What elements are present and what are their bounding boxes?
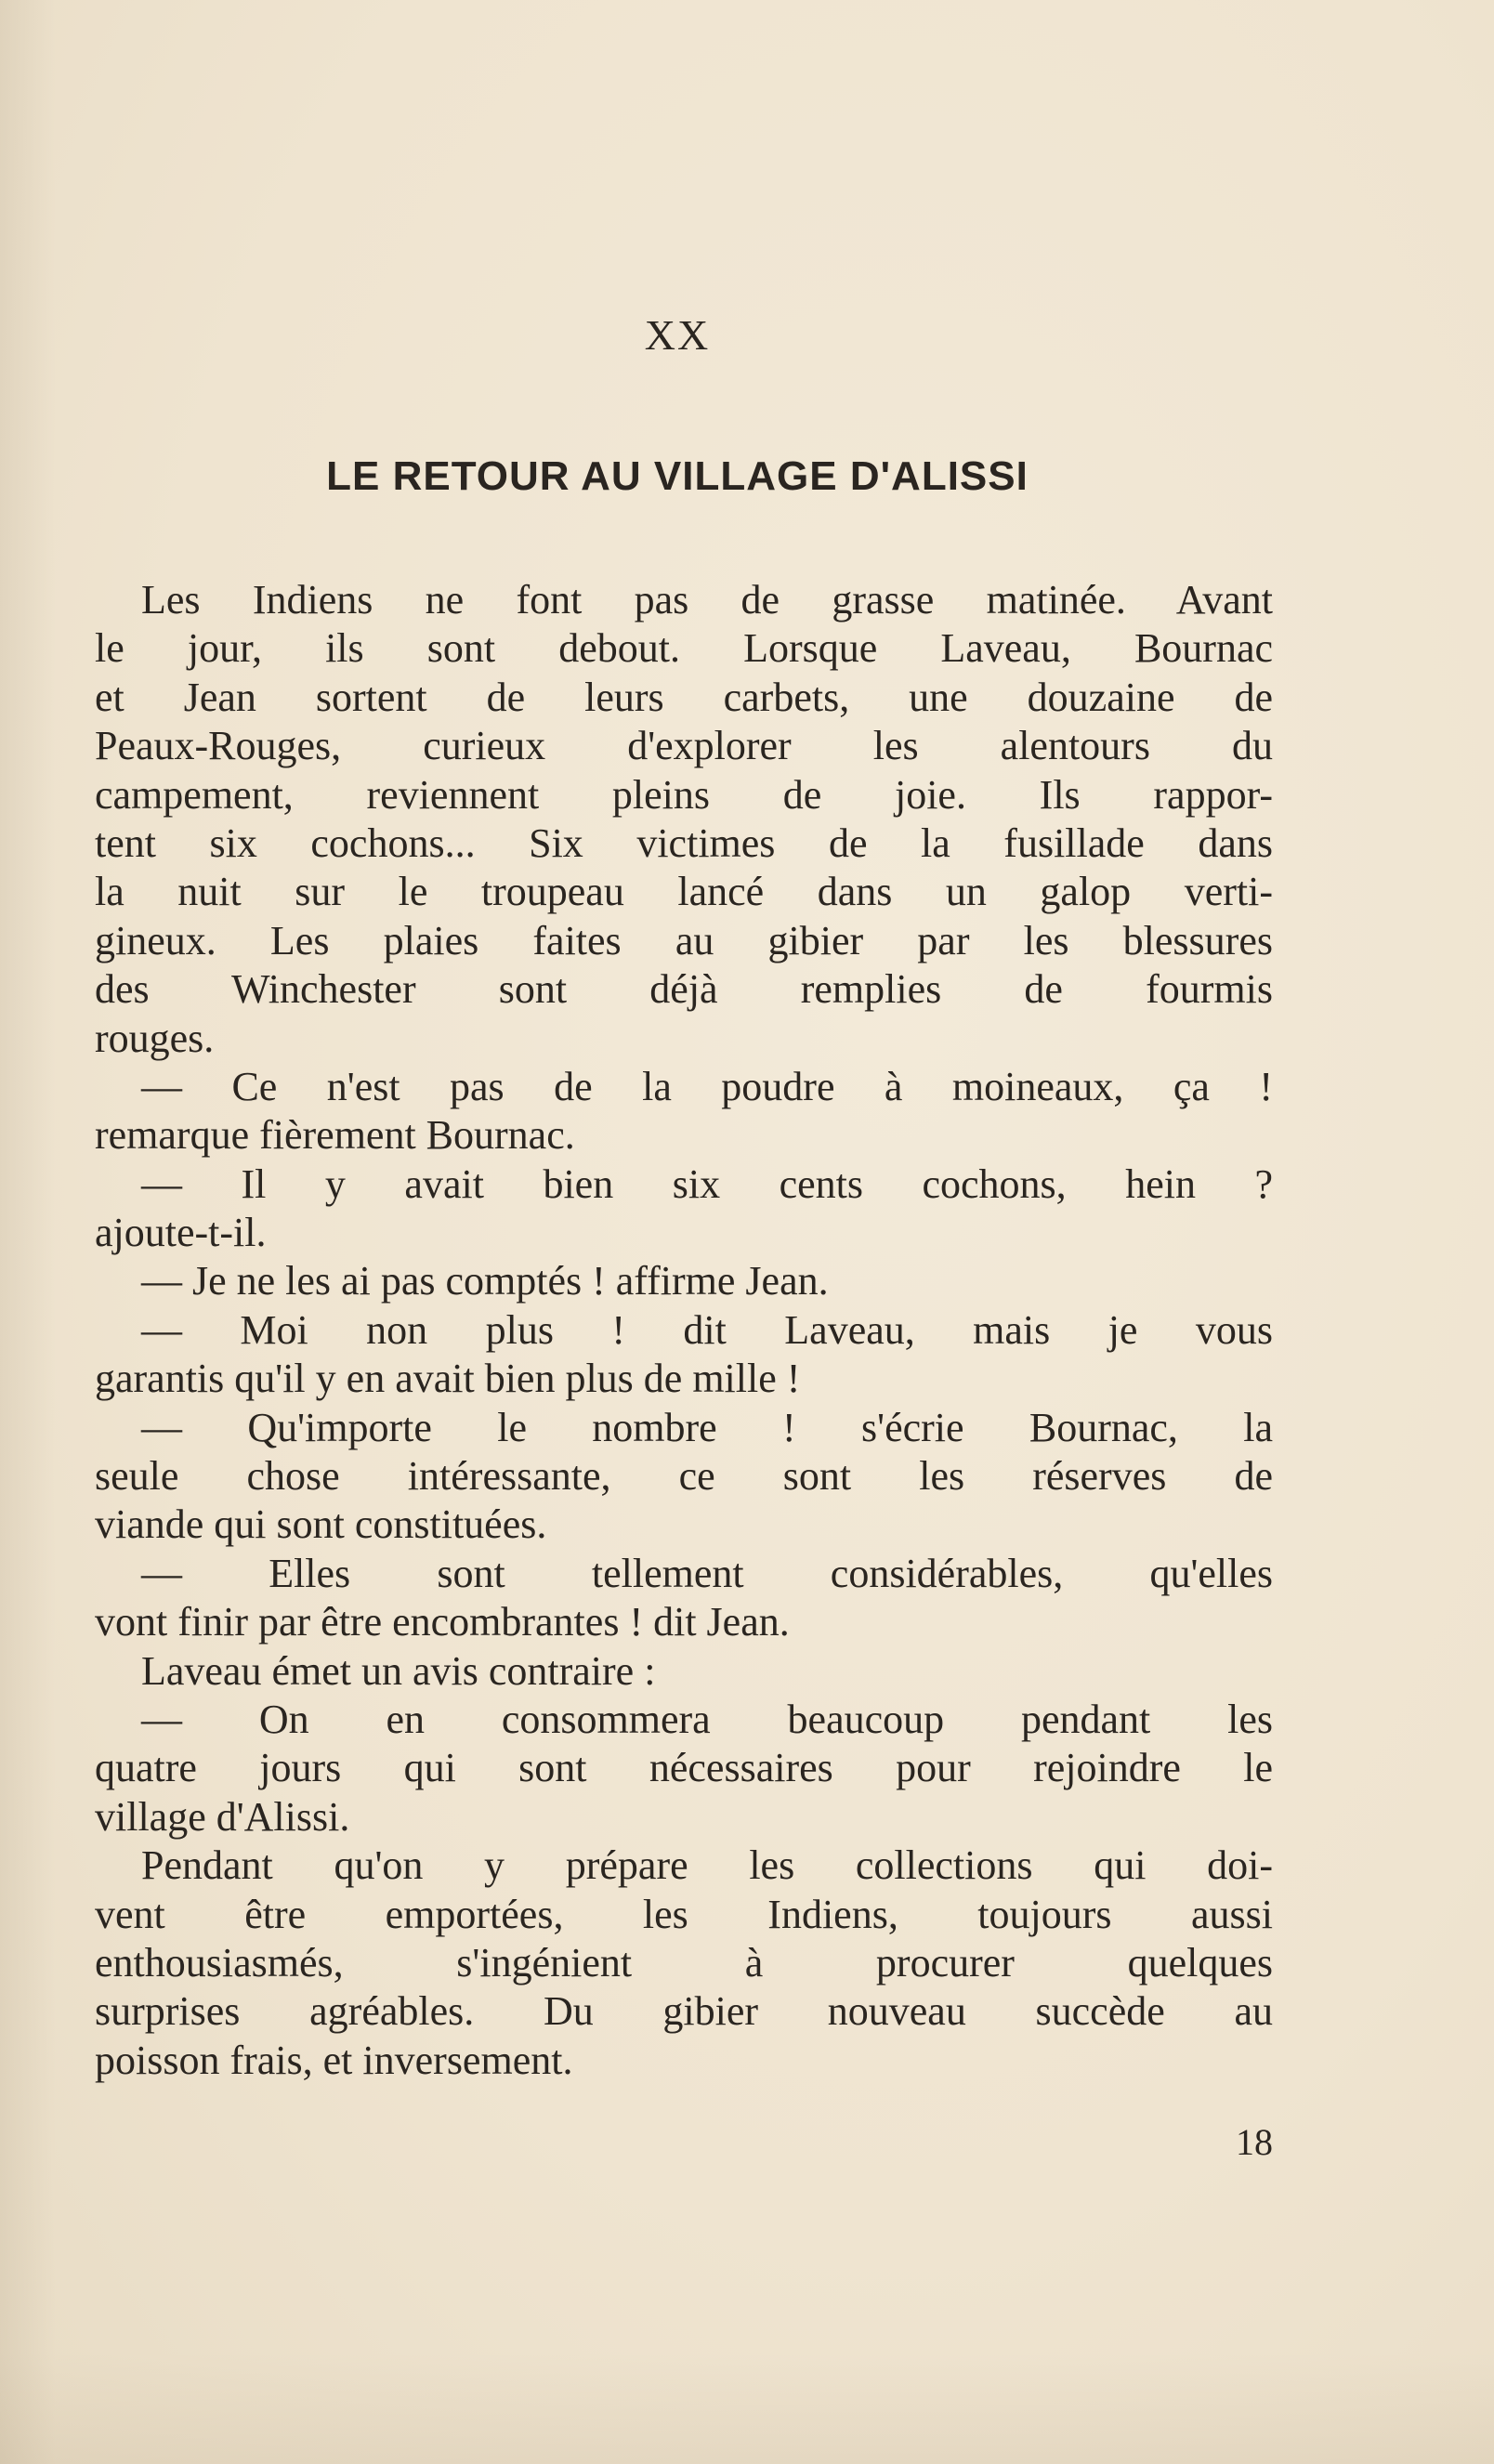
- chapter-title: LE RETOUR AU VILLAGE D'ALISSI: [326, 453, 1029, 499]
- text-line: — Qu'importe le nombre ! s'écrie Bournac, la: [141, 1404, 1273, 1450]
- text-line: tent six cochons... Six victimes de la fusillade dans: [95, 819, 1273, 866]
- text-line: poisson frais, et inversement.: [95, 2037, 573, 2083]
- text-line: — On en consommera beaucoup pendant les: [141, 1696, 1273, 1742]
- text-line: quatre jours qui sont nécessaires pour rejoindre le: [95, 1745, 1273, 1791]
- text-line: Peaux-Rouges, curieux d'explorer les alentours du: [95, 723, 1273, 769]
- text-line: Laveau émet un avis contraire :: [141, 1647, 656, 1694]
- body-text: [95, 576, 1273, 2085]
- page-number: 18: [1236, 2121, 1273, 2163]
- text-line: rouges.: [95, 1015, 215, 1061]
- text-line: enthousiasmés, s'ingénient à procurer quelques: [95, 1939, 1273, 1986]
- text-line: remarque fièrement Bournac.: [95, 1112, 575, 1159]
- text-line: — Il y avait bien six cents cochons, hein ?: [141, 1160, 1273, 1207]
- text-line: — Ce n'est pas de la poudre à moineaux, ça !: [141, 1063, 1273, 1109]
- text-line: — Je ne les ai pas comptés ! affirme Jean.: [141, 1258, 829, 1304]
- text-line: vont finir par être encombrantes ! dit Jean.: [95, 1599, 790, 1645]
- text-line: Pendant qu'on y prépare les collections qui doi-: [141, 1842, 1273, 1889]
- text-line: des Winchester sont déjà remplies de fourmis: [95, 966, 1273, 1013]
- text-line: et Jean sortent de leurs carbets, une douzaine de: [95, 674, 1273, 720]
- text-line: campement, reviennent pleins de joie. Ils rappor-: [95, 771, 1273, 818]
- text-line: le jour, ils sont debout. Lorsque Laveau, Bournac: [95, 625, 1273, 672]
- text-line: la nuit sur le troupeau lancé dans un galop verti-: [95, 869, 1273, 915]
- text-line: ajoute-t-il.: [95, 1210, 267, 1256]
- text-line: viande qui sont constituées.: [95, 1501, 547, 1548]
- text-line: gineux. Les plaies faites au gibier par les blessures: [95, 917, 1273, 963]
- text-line: vent être emportées, les Indiens, toujours aussi: [95, 1891, 1273, 1937]
- text-line: — Elles sont tellement considérables, qu'elles: [141, 1550, 1273, 1596]
- text-line: garantis qu'il y en avait bien plus de mille !: [95, 1356, 801, 1402]
- text-line: Les Indiens ne font pas de grasse matinée. Avant: [141, 577, 1273, 623]
- text-line: village d'Alissi.: [95, 1793, 350, 1840]
- chapter-number: XX: [644, 311, 711, 359]
- text-line: — Moi non plus ! dit Laveau, mais je vous: [141, 1306, 1273, 1353]
- text-line: surprises agréables. Du gibier nouveau succède au: [95, 1988, 1273, 2035]
- text-line: seule chose intéressante, ce sont les réserves de: [95, 1453, 1273, 1500]
